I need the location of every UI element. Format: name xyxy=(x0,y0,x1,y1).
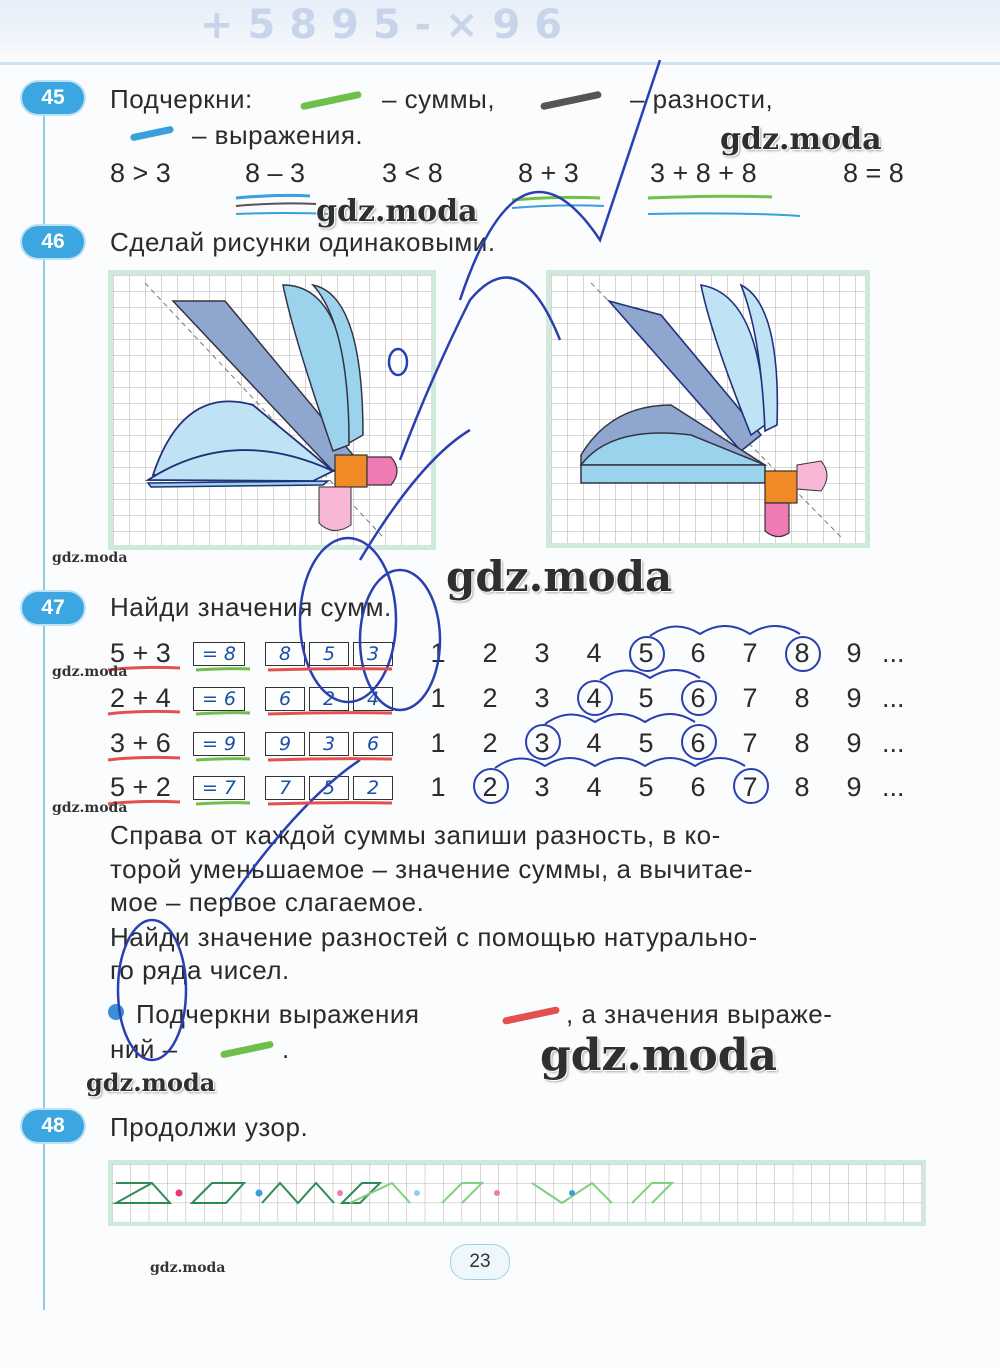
number-line-item: 8 xyxy=(794,638,810,668)
number-line-item: 1 xyxy=(430,728,446,758)
exercise-46-badge: 46 xyxy=(22,226,84,258)
banner-decoration: + 5 8 9 5 - × 9 6 xyxy=(200,2,563,48)
number-line-item: 8 xyxy=(794,683,810,713)
number-line-item: 5 xyxy=(638,728,654,758)
number-line-item: 4 xyxy=(586,728,602,758)
sum-expression: 2 + 4 xyxy=(110,683,171,713)
number-line xyxy=(412,685,880,712)
top-banner xyxy=(0,0,1000,65)
number-line-item: 2 xyxy=(482,772,498,802)
number-line-item: 8 xyxy=(794,772,810,802)
watermark-small: gdz.moda xyxy=(52,800,128,816)
red-pencil-icon xyxy=(502,1006,560,1025)
watermark-small: gdz.moda xyxy=(52,550,128,566)
number-line-item: 9 xyxy=(846,683,862,713)
ex47-bullet-text-part2: , а значения выраже- xyxy=(566,999,833,1029)
sum-expression: 5 + 2 xyxy=(110,772,171,802)
sum-answer-box[interactable]: = 6 xyxy=(193,687,245,711)
number-line-item: 3 xyxy=(534,772,550,802)
left-drawing-grid xyxy=(108,270,436,550)
ex47-task-line: мое – первое слагаемое. xyxy=(110,887,425,917)
ex47-bullet-text-part1: Подчеркни выражения xyxy=(136,999,420,1029)
number-line-item: 6 xyxy=(690,772,706,802)
number-line-item: 7 xyxy=(742,683,758,713)
diff-subtrahend-box[interactable]: 3 xyxy=(309,732,349,756)
number-line-item: 7 xyxy=(742,728,758,758)
number-line-ellipsis: ... xyxy=(882,638,905,668)
number-line-item: 7 xyxy=(742,638,758,668)
watermark-text: gdz.moda xyxy=(540,1030,778,1081)
number-line-item: 6 xyxy=(690,728,706,758)
green-pencil-icon xyxy=(220,1040,274,1058)
diff-result-box[interactable]: 6 xyxy=(353,732,393,756)
number-line-item: 2 xyxy=(482,638,498,668)
page-number: 23 xyxy=(450,1244,510,1280)
exercise-48-badge: 48 xyxy=(22,1110,84,1142)
sum-expression: 5 + 3 xyxy=(110,638,171,668)
diff-result-box[interactable]: 3 xyxy=(353,642,393,666)
ex45-instruction-part2: – суммы, xyxy=(382,84,496,114)
number-line-item: 5 xyxy=(638,638,654,668)
blue-pencil-icon xyxy=(130,126,174,142)
number-line-ellipsis: ... xyxy=(882,772,905,802)
ex48-instruction: Продолжи узор. xyxy=(110,1112,309,1142)
number-line-item: 9 xyxy=(846,638,862,668)
watermark-small: gdz.moda xyxy=(150,1260,226,1276)
watermark-text: gdz.moda xyxy=(316,194,478,229)
diff-result-box[interactable]: 4 xyxy=(353,687,393,711)
diff-minuend-box[interactable]: 9 xyxy=(265,732,305,756)
number-line-item: 1 xyxy=(430,683,446,713)
ex47-task-line: торой уменьшаемое – значение суммы, а вычитае- xyxy=(110,854,753,884)
ex47-task-line: Справа от каждой суммы запиши разность, в ко- xyxy=(110,820,721,850)
ex46-instruction: Сделай рисунки одинаковыми. xyxy=(110,227,496,257)
ex45-expression: 3 < 8 xyxy=(382,158,443,188)
diff-subtrahend-box[interactable]: 2 xyxy=(309,687,349,711)
number-line-item: 3 xyxy=(534,728,550,758)
ex47-bullet-text-part4: . xyxy=(282,1034,290,1064)
pattern-grid xyxy=(108,1160,926,1226)
number-line-item: 5 xyxy=(638,772,654,802)
diff-minuend-box[interactable]: 8 xyxy=(265,642,305,666)
number-line-item: 6 xyxy=(690,683,706,713)
number-line xyxy=(412,774,880,801)
exercise-47-badge: 47 xyxy=(22,592,84,624)
number-line-item: 6 xyxy=(690,638,706,668)
ex45-expression: 3 + 8 + 8 xyxy=(650,158,757,188)
number-line-item: 4 xyxy=(586,772,602,802)
number-line-item: 3 xyxy=(534,638,550,668)
grey-pencil-icon xyxy=(540,91,602,111)
diff-minuend-box[interactable]: 7 xyxy=(265,776,305,800)
number-line xyxy=(412,730,880,757)
ex47-task-line: Найди значение разностей с помощью натурально- xyxy=(110,922,758,952)
diff-subtrahend-box[interactable]: 5 xyxy=(309,642,349,666)
number-line-item: 5 xyxy=(638,683,654,713)
watermark-small: gdz.moda xyxy=(52,664,128,680)
number-line-item: 9 xyxy=(846,728,862,758)
diff-result-box[interactable]: 2 xyxy=(353,776,393,800)
number-line-item: 1 xyxy=(430,772,446,802)
sum-answer-box[interactable]: = 7 xyxy=(193,776,245,800)
number-line xyxy=(412,640,880,667)
exercise-45-badge: 45 xyxy=(22,82,84,114)
ex47-bullet-text-part3: ний – xyxy=(110,1034,178,1064)
number-line-item: 9 xyxy=(846,772,862,802)
number-line-item: 7 xyxy=(742,772,758,802)
watermark-text: gdz.moda xyxy=(720,122,882,157)
number-line-ellipsis: ... xyxy=(882,728,905,758)
watermark-text: gdz.moda xyxy=(446,552,673,601)
number-line-item: 2 xyxy=(482,683,498,713)
right-drawing-grid xyxy=(546,270,870,548)
number-line-item: 4 xyxy=(586,638,602,668)
ex45-expression: 8 > 3 xyxy=(110,158,171,188)
ex47-task-line: го ряда чисел. xyxy=(110,955,290,985)
watermark-text: gdz.moda xyxy=(86,1068,216,1097)
number-line-item: 8 xyxy=(794,728,810,758)
ex47-instruction: Найди значения сумм. xyxy=(110,592,392,622)
ex45-expression: 8 – 3 xyxy=(245,158,306,188)
number-line-item: 3 xyxy=(534,683,550,713)
ex45-instruction-part3: – разности, xyxy=(630,84,774,114)
number-line-item: 2 xyxy=(482,728,498,758)
number-line-item: 4 xyxy=(586,683,602,713)
ex45-instruction-part1: Подчеркни: xyxy=(110,84,253,114)
bullet-dot-icon xyxy=(108,1004,124,1020)
number-line-item: 1 xyxy=(430,638,446,668)
ex45-instruction-part4: – выражения. xyxy=(192,120,364,150)
sum-answer-box[interactable]: = 9 xyxy=(193,732,245,756)
green-pencil-icon xyxy=(300,91,362,111)
diff-minuend-box[interactable]: 6 xyxy=(265,687,305,711)
sum-answer-box[interactable]: = 8 xyxy=(193,642,245,666)
diff-subtrahend-box[interactable]: 5 xyxy=(309,776,349,800)
number-line-ellipsis: ... xyxy=(882,683,905,713)
sum-expression: 3 + 6 xyxy=(110,728,171,758)
ex45-expression: 8 = 8 xyxy=(843,158,904,188)
ex45-expression: 8 + 3 xyxy=(518,158,579,188)
